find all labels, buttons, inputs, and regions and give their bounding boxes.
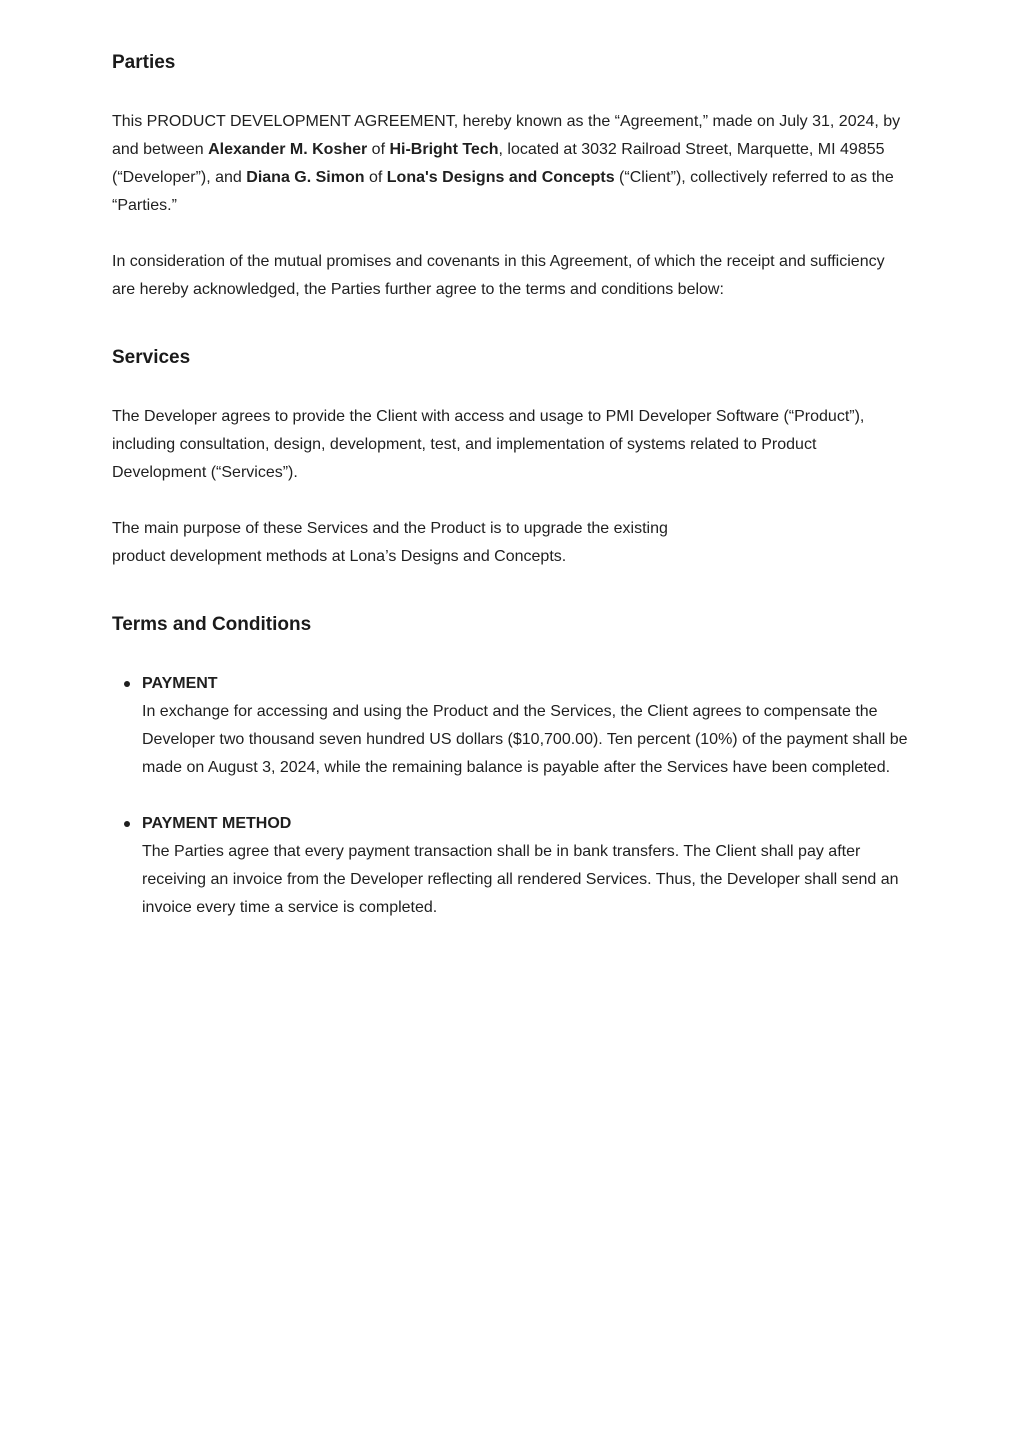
term-title-payment-method: PAYMENT METHOD [142,815,292,832]
term-body-payment-method: The Parties agree that every payment transaction shall be in bank transfers. The Client shall pay after receiving an invoice from the Developer reflecting all rendered Services. Thus, the Developer shall send an invoice every time a service is completed. [142,843,899,916]
purpose-line-2: product development methods at Lona’s Designs and Concepts. [112,548,567,565]
client-name: Diana G. Simon [246,169,365,186]
intro-text-3: (“Client”), collectively referred to as the “Parties.” [112,169,894,214]
bullet-icon [124,821,130,827]
section-heading-services: Services [112,347,191,368]
parties-intro-paragraph [112,108,912,220]
document-page [112,50,912,922]
intro-text-2: , located at 3032 Railroad Street, Marquette, MI 49855 (“Developer”), and [112,141,885,186]
developer-company: Hi-Bright Tech [389,141,499,158]
terms-list [112,670,912,922]
intro-of-1: of [367,141,390,158]
list-item [142,810,912,922]
section-heading-terms: Terms and Conditions [112,614,312,635]
developer-name: Alexander M. Kosher [208,141,368,158]
bullet-icon [124,681,130,687]
intro-text-1: This PRODUCT DEVELOPMENT AGREEMENT, hereby known as the “Agreement,” made on July 31, 2024, by and between [112,113,901,158]
consideration-paragraph: In consideration of the mutual promises and covenants in this Agreement, of which the receipt and sufficiency are hereby acknowledged, the Parties further agree to the terms and conditions below: [112,253,885,298]
section-heading-parties: Parties [112,52,176,73]
list-item [142,670,912,782]
purpose-line-1: The main purpose of these Services and the Product is to upgrade the existing [112,520,668,537]
term-body-payment: In exchange for accessing and using the Product and the Services, the Client agrees to compensate the Developer two thousand seven hundred US dollars ($10,700.00). Ten percent (10%) of the payment shall be made on August 3, 2024, while the remaining balance is payable after the Services have been completed. [142,703,908,776]
services-description-paragraph: The Developer agrees to provide the Client with access and usage to PMI Developer Software (“Product”), including consultation, design, development, test, and implementation of systems related to Product Development (“Services”). [112,408,865,481]
services-purpose-paragraph [112,515,912,571]
term-title-payment: PAYMENT [142,675,218,692]
client-company: Lona's Designs and Concepts [386,169,615,186]
intro-of-2: of [364,169,387,186]
